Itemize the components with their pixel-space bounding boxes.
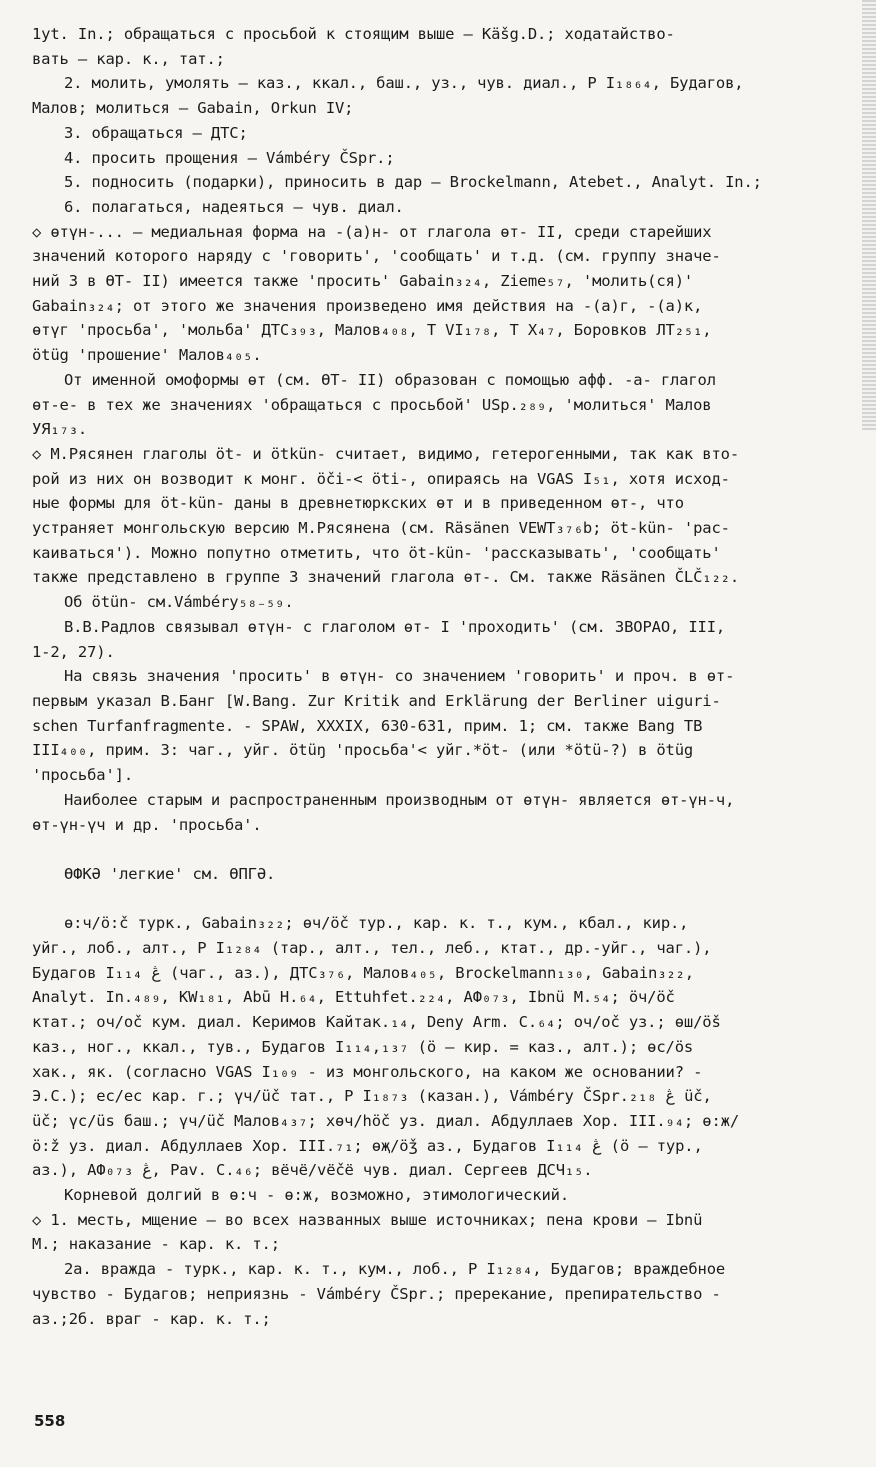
text-line: schen Turfanfragmente. - SPAW, XXXIX, 630-631, прим. 1; см. также Bang TB xyxy=(32,716,703,735)
text-line: 3. обращаться – ДТС; xyxy=(64,123,248,142)
text-line: аз.;2б. враг - кар. к. т.; xyxy=(32,1309,271,1328)
text-line: УЯ₁₇₃. xyxy=(32,420,88,439)
page-number: 558 xyxy=(34,1412,66,1430)
text-line: III₄₀₀, прим. 3: чаг., уйг. ötüŋ 'просьба'< уйг.*öt- (или *ötü-?) в ötüg xyxy=(32,741,694,760)
text-line: өт-үн-үч и др. 'просьба'. xyxy=(32,815,262,834)
text-line: В.В.Радлов связывал өтүн- с глаголом өт- I 'проходить' (см. ЗВОРАО, III, xyxy=(64,617,726,636)
text-line: уйг., лоб., алт., Р I₁₂₈₄ (тар., алт., тел., леб., ктат., др.-уйг., чаг.), xyxy=(32,938,712,957)
text-line: 2а. вражда - турк., кар. к. т., кум., лоб., Р I₁₂₈₄, Будагов; враждебное xyxy=(64,1260,726,1279)
text-line: устраняет монгольскую версию М.Рясянена (см. Räsänen VEWT₃₇₆b; öt-kün- 'рас- xyxy=(32,519,730,538)
text-line: Analyt. In.₄₈₉, KW₁₈₁, Abū H.₆₄, Ettuhfet.₂₂₄, АФ₀₇₃, Ibnü M.₅₄; öч/öč xyxy=(32,988,675,1007)
text-line: ктат.; оч/оč кум. диал. Керимов Кайтак.₁₄, Deny Arm. C.₆₄; оч/оč уз.; өш/öš xyxy=(32,1013,721,1032)
text-line: Об ötün- см.Vámbéry₅₈₋₅₉. xyxy=(64,593,294,612)
text-line: өтүг 'просьба', 'мольба' ДТС₃₉₃, Малов₄₀₈, Т VI₁₇₈, Т X₄₇, Боровков ЛТ₂₅₁, xyxy=(32,321,712,340)
text-line: также представлено в группе 3 значений глагола өт-. См. также Räsänen ČLČ₁₂₂. xyxy=(32,568,739,587)
text-line: каз., ног., ккал., тув., Будагов I₁₁₄,₁₃₇ (ö – кир. = каз., алт.); өс/ös xyxy=(32,1037,694,1056)
text-line: ө:ч/ö:č турк., Gabain₃₂₂; өч/öč тур., кар. к. т., кум., кбал., кир., xyxy=(64,914,689,933)
text-line: первым указал В.Банг [W.Bang. Zur Kritik and Erklärung der Berliner uiguri- xyxy=(32,691,721,710)
text-line: вать – кар. к., тат.; xyxy=(32,49,225,68)
text-line: 1-2, 27). xyxy=(32,642,115,661)
text-line: Малов; молиться – Gabain, Orkun IV; xyxy=(32,99,354,118)
text-line: ötüg 'прошение' Малов₄₀₅. xyxy=(32,346,262,365)
text-line: ◇ өтүн-... – медиальная форма на -(а)н- от глагола өт- II, среди старейших xyxy=(32,222,712,241)
text-line: ö:ž уз. диал. Абдуллаев Хор. III.₇₁; өҗ/öǯ аз., Будагов I₁₁₄ ڠ (ö – тур., xyxy=(32,1136,703,1155)
text-line: 'просьба']. xyxy=(32,766,133,785)
text-line: На связь значения 'просить' в өтүн- со значением 'говорить' и проч. в өт- xyxy=(64,667,735,686)
text-line: Наиболее старым и распространенным производным от өтүн- является өт-үн-ч, xyxy=(64,790,735,809)
text-line: рой из них он возводит к монг. öči-< öti-, опираясь на VGAS I₅₁, хотя исход- xyxy=(32,469,730,488)
text-line: М.; наказание - кар. к. т.; xyxy=(32,1235,280,1254)
text-line: 6. полагаться, надеяться – чув. диал. xyxy=(64,197,404,216)
text-line: хак., як. (согласно VGAS I₁₀₉ - из монгольского, на каком же основании? - xyxy=(32,1062,703,1081)
text-line xyxy=(32,887,856,912)
text-line: От именной омоформы өт (см. ӨТ- II) образован с помощью афф. -а- глагол xyxy=(64,370,716,389)
text-line: каиваться'). Можно попутно отметить, что öt-kün- 'рассказывать', 'сообщать' xyxy=(32,543,721,562)
text-line: чувство - Будагов; неприязнь - Vámbéry ČSpr.; пререкание, препирательство - xyxy=(32,1284,721,1303)
scan-edge xyxy=(862,0,876,430)
text-line: Э.С.); ес/ес кар. г.; үч/üč тат., Р I₁₈₇₃ (казан.), Vámbéry ČSpr.₂₁₈ ڠ üč, xyxy=(32,1087,712,1106)
text-line: аз.), АФ₀₇₃ ڠ, Pav. C.₄₆; вёчё/vёčё чув. диал. Сергеев ДСЧ₁₅. xyxy=(32,1161,593,1180)
text-line: ◇ 1. месть, мщение – во всех названных выше источниках; пена крови – Ibnü xyxy=(32,1210,703,1229)
text-line: Будагов I₁₁₄ ڠ (чаг., аз.), ДТС₃₇₆, Малов₄₀₅, Brockelmann₁₃₀, Gabain₃₂₂, xyxy=(32,963,694,982)
text-line: 2. молить, умолять – каз., ккал., баш., уз., чув. диал., Р I₁₈₆₄, Будагов, xyxy=(64,74,744,93)
text-line: значений которого наряду с 'говорить', 'сообщать' и т.д. (см. группу значе- xyxy=(32,247,721,266)
text-body xyxy=(32,22,856,1331)
text-line: 4. просить прощения – Vámbéry ČSpr.; xyxy=(64,148,395,167)
text-line: ные формы для öt-kün- даны в древнетюркских өт и в приведенном өт-, что xyxy=(32,494,684,513)
text-line: 5. подносить (подарки), приносить в дар – Brockelmann, Atebet., Analyt. In.; xyxy=(64,173,762,192)
text-line: өт-е- в тех же значениях 'обращаться с просьбой' USp.₂₈₉, 'молиться' Малов xyxy=(32,395,712,414)
text-line: ний 3 в ӨТ- II) имеется также 'просить' Gabain₃₂₄, Zieme₅₇, 'молить(ся)' xyxy=(32,272,694,291)
text-line: ӨФКӘ 'легкие' см. ӨПГӘ. xyxy=(64,864,276,883)
text-line: Gabain₃₂₄; от этого же значения произведено имя действия на -(а)г, -(а)к, xyxy=(32,296,703,315)
text-line: 1yt. In.; обращаться с просьбой к стоящим выше – Käšg.D.; ходатайство- xyxy=(32,25,675,43)
text-line: ◇ М.Рясянен глаголы öt- и ötkün- считает, видимо, гетерогенными, так как вто- xyxy=(32,444,739,463)
text-line: Корневой долгий в ө:ч - ө:ж, возможно, этимологический. xyxy=(64,1186,569,1205)
text-line: üč; үс/üs баш.; үч/üč Малов₄₃₇; хөч/höč уз. диал. Абдуллаев Хор. III.₉₄; ө:ж/ xyxy=(32,1111,739,1130)
text-line xyxy=(32,837,856,862)
